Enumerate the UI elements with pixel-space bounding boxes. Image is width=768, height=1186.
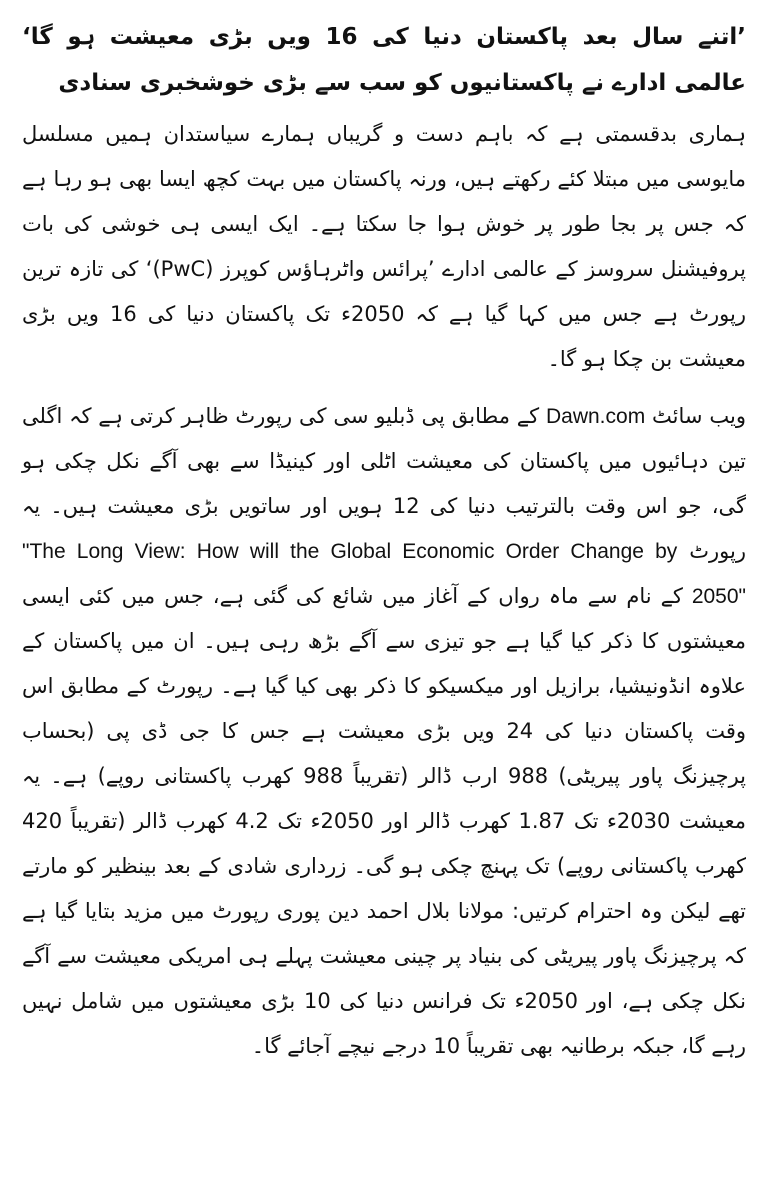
report-details: کے نام سے ماہ رواں کے آغاز میں شائع کی گئی ہے، جس میں کئی ایسی معیشتوں کا ذکر کیا گیا ہے جو تیزی سے آگے بڑھ رہی ہیں۔ ان میں پاکستان کے علاوہ انڈونیشیا، برازیل اور میکسیکو کا ذکر بھی کیا گیا ہے۔ رپورٹ کے مطابق اس وقت پاکستان دنیا کی 24 ویں بڑی معیشت ہے جس کا جی ڈی پی (بحساب پرچیزنگ پاور پیریٹی) 988 ارب ڈالر (تقریباً 988 کھرب پاکستانی روپے) ہے۔ یہ معیشت 2030ء تک 1.87 کھرب ڈالر اور 2050ء تک 4.2 کھرب ڈالر (تقریباً 420 کھرب پاکستانی روپے) تک پہنچ چکی ہو گی۔ زرداری شادی کے بعد بینظیر کو مارتے تھے لیکن وہ احترام کرتیں: مولانا بلال احمد دین پوری رپورٹ میں مزید بتایا گیا ہے کہ پرچیزنگ پاور پیریٹی کی بنیاد پر چینی معیشت پہلے ہی امریکی معیشت سے آگے نکل چکی ہے، اور 2050ء تک فرانس دنیا کی 10 بڑی معیشتوں میں شامل نہیں رہے گا، جبکہ برطانیہ بھی تقریباً 10 درجے نیچے آجائے گا۔ [22, 584, 747, 1058]
website-prefix: ویب سائٹ [652, 404, 746, 428]
report-title: "The Long View: How will the Global Economic Order Change by 2050" [22, 540, 746, 608]
report-summary: کے مطابق پی ڈبلیو سی کی رپورٹ ظاہر کرتی ہے کہ اگلی تین دہائیوں میں پاکستان کی معیشت اٹلی اور کینیڈا سے بھی آگے نکل چکی ہو گی، جو اس وقت بالترتیب دنیا کی 12 ہویں اور ساتویں بڑی معیشت ہیں۔ یہ رپورٹ [22, 404, 746, 563]
article-paragraph-report [22, 394, 746, 1069]
article-paragraph-intro: ہماری بدقسمتی ہے کہ باہم دست و گریباں ہمارے سیاستدان ہمیں مسلسل مایوسی میں مبتلا کئے رکھتے ہیں، ورنہ پاکستان میں بہت کچھ ایسا بھی ہو رہا ہے کہ جس پر بجا طور پر خوش ہوا جا سکتا ہے۔ ایک ایسی ہی خوشی کی بات پروفیشنل سروسز کے عالمی ادارے ’پرائس واٹرہاؤس کوپرز (PwC)‘ کی تازہ ترین رپورٹ ہے جس میں کہا گیا ہے کہ 2050ء تک پاکستان دنیا کی 16 ویں بڑی معیشت بن چکا ہو گا۔ [22, 122, 746, 371]
dawn-source: Dawn.com [545, 405, 646, 428]
article-headline: ’اتنے سال بعد پاکستان دنیا کی 16 ویں بڑی معیشت ہو گا‘ عالمی ادارے نے پاکستانیوں کو سب سے بڑی خوشخبری سنادی [22, 24, 746, 96]
